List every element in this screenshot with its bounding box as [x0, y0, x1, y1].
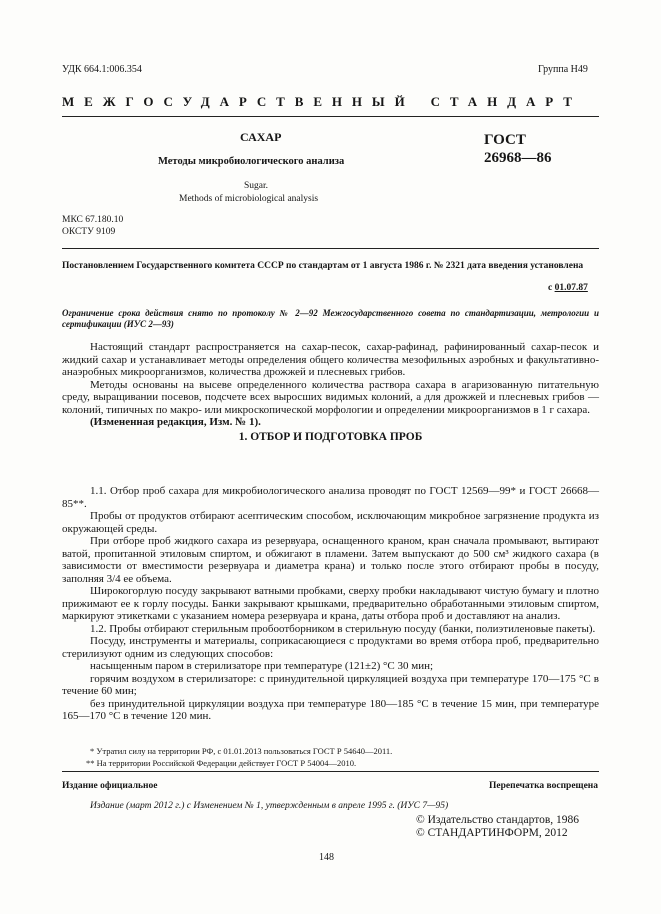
codes-rule [62, 248, 599, 249]
section-paragraph: 1.1. Отбор проб сахара для микробиологического анализа проводят по ГОСТ 12569—99* и ГОСТ 26668—85**. [62, 485, 599, 510]
decree-text: Постановлением Государственного комитета СССР по стандартам от 1 августа 1986 г. № 2321 дата введения установлена [62, 261, 584, 271]
okstu-code: ОКСТУ 9109 [62, 227, 116, 237]
intro-edit-note: (Измененная редакция, Изм. № 1). [90, 416, 261, 428]
classification-codes [62, 214, 123, 238]
udk-code: УДК 664.1:006.354 [62, 64, 142, 75]
footnote-rule [62, 771, 599, 772]
date-prefix: с [548, 283, 555, 293]
reprint-prohibited: Перепечатка воспрещена [489, 781, 599, 791]
section-1-body [62, 485, 599, 723]
intro-block [62, 341, 599, 429]
title-english: Sugar. [244, 181, 269, 191]
section-paragraph: Посуду, инструменты и материалы, соприкасающиеся с продуктами во время отбора проб, предварительно стерилизуют одним из следующих способов: [62, 635, 599, 660]
edition-note: Издание (март 2012 г.) с Изменением № 1, утвержденным в апреле 1995 г. (ИУС 7—95) [90, 801, 449, 811]
section-paragraph: Пробы от продуктов отбирают асептическим способом, исключающим микробное загрязнение продукта из окружающей среды. [62, 510, 599, 535]
page-number: 148 [319, 852, 334, 863]
section-paragraph: насыщенным паром в стерилизаторе при температуре (121±2) °С 30 мин; [90, 660, 434, 672]
limitation-note: Ограничение срока действия снято по протоколу № 2—92 Межгосударственного совета по стандартизации, метрологии и сертификации (ИУС 2—93) [62, 308, 599, 329]
banner-word-2: СТАНДАРТ [430, 94, 582, 109]
copyright-2: © СТАНДАРТИНФОРМ, 2012 [416, 827, 568, 839]
effective-date [548, 283, 588, 293]
official-edition: Издание официальное [62, 781, 158, 791]
section-1-title: 1. ОТБОР И ПОДГОТОВКА ПРОБ [238, 431, 423, 443]
section-paragraph: горячим воздухом в стерилизаторе: с принудительной циркуляцией воздуха при температуре 170—175 °С в течение 60 мин; [62, 672, 599, 697]
group-code: Группа Н49 [538, 64, 588, 75]
date-value: 01.07.87 [554, 283, 588, 293]
intro-paragraph: Настоящий стандарт распространяется на сахар-песок, сахар-рафинад, рафинированный сахар-песок и жидкий сахар и устанавливает методы определения общего количества мезофильных аэробных и факультативно-анаэробных микроорганизмов, количества дрожжей и плесневых грибов. [62, 341, 599, 378]
gost-number: 26968—86 [484, 150, 552, 166]
doc-subtitle: Методы микробиологического анализа [158, 156, 345, 167]
gost-label: ГОСТ [484, 132, 526, 148]
interstate-standard-banner [62, 94, 602, 110]
section-paragraph: 1.2. Пробы отбирают стерильным пробоотборником в стерильную посуду (банки, полиэтиленовые пакеты). [90, 622, 596, 635]
section-paragraph: без принудительной циркуляции воздуха при температуре 180—185 °С в течение 15 мин, при температуре 165—170 °С в течение 120 мин. [62, 697, 599, 722]
section-paragraph: При отборе проб жидкого сахара из резервуара, оснащенного краном, кран сначала промывают, вытирают ватой, пропитанной этиловым спиртом, и обжигают в пламени. Затем выпускают до 500 см³ жидкого сахара (в зависимости от вместимости резервуара и диаметра крана) и только после этого отбирают пробы в посуду, заполняя 3/4 ее объема. [62, 535, 599, 585]
doc-title: САХАР [240, 130, 282, 144]
banner-word-1: МЕЖГОСУДАРСТВЕННЫЙ [62, 94, 415, 109]
intro-paragraph: Методы основаны на высеве определенного количества раствора сахара в агаризованную питательную среду, выращивании посевов, подсчете всех выросших видимых колоний, а для дрожжей и плесневых грибов — колоний, типичных по макро- или микроскопической морфологии и определении микроорганизмов в 1 г сахара. [62, 378, 599, 416]
footnote-1: * Утратил силу на территории РФ, с 01.01.2013 пользоваться ГОСТ Р 54640—2011. [90, 746, 393, 756]
mks-code: МКС 67.180.10 [62, 215, 124, 225]
section-paragraph: Широкогорлую посуду закрывают ватными пробками, сверху пробки накладывают чистую бумагу и плотно прижимают ее к горлу посуды. Банки закрывают крышками, предварительно обработанными этиловым спиртом, маркируют этикетками с указанием номера резервуара и крана, даты отбора проб и доставляют на анализ. [62, 585, 599, 622]
header-rule [62, 116, 599, 117]
gost-designation [484, 131, 552, 167]
footnote-2: ** На территории Российской Федерации действует ГОСТ Р 54004—2010. [86, 758, 357, 768]
copyright-1: © Издательство стандартов, 1986 [416, 814, 580, 826]
subtitle-english: Methods of microbiological analysis [179, 194, 319, 204]
